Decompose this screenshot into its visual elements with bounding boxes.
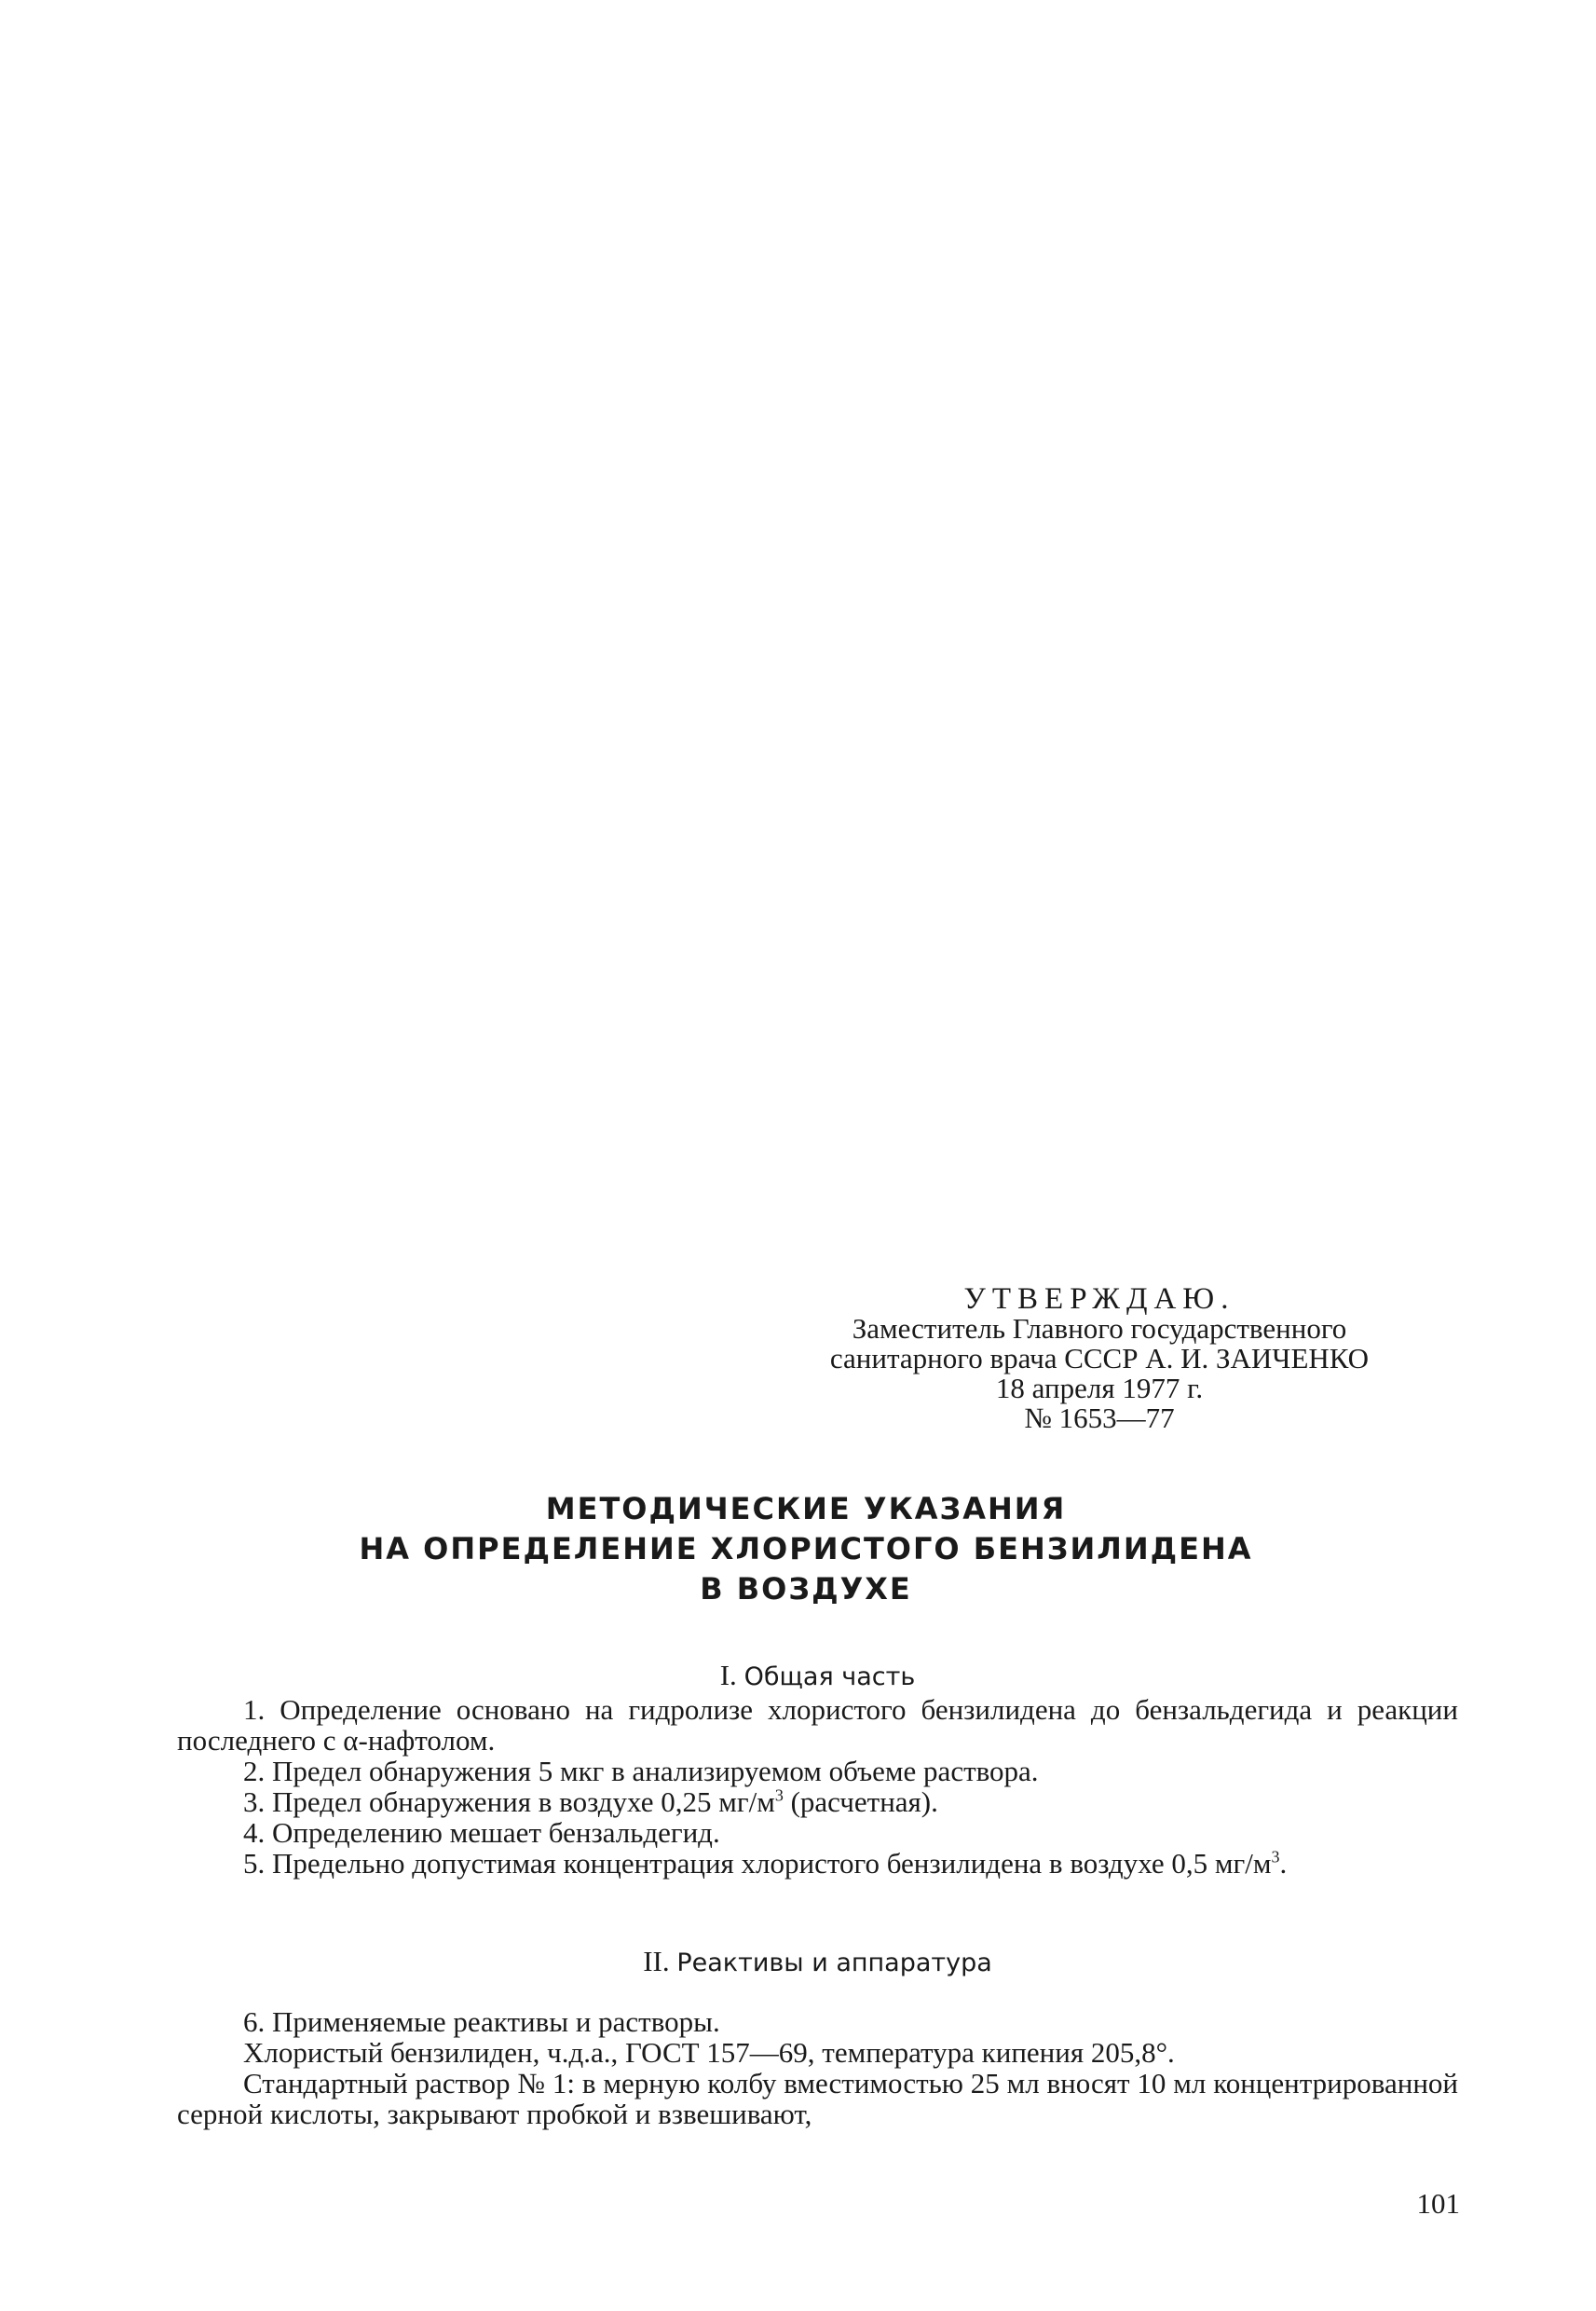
section-2-heading: [177, 1945, 1458, 1978]
paragraph-5-superscript: 3: [1271, 1847, 1280, 1867]
section-2-number: II.: [643, 1945, 670, 1977]
paragraph-5-tail: .: [1279, 1847, 1288, 1880]
section-1-body: [177, 1694, 1458, 1879]
approval-heading: УТВЕРЖДАЮ.: [963, 1282, 1235, 1316]
approval-number: № 1653—77: [1024, 1402, 1175, 1434]
section-2-body: [177, 2006, 1458, 2129]
paragraph-6: 6. Применяемые реактивы и растворы.: [243, 2005, 720, 2038]
paragraph-5-text: 5. Предельно допустимая концентрация хлористого бензилидена в воздухе 0,5 мг/м: [243, 1847, 1272, 1880]
page-number: 101: [1416, 2187, 1460, 2220]
paragraph-3: [177, 1786, 1458, 1817]
title-line-2: НА ОПРЕДЕЛЕНИЕ ХЛОРИСТОГО БЕНЗИЛИДЕНА: [359, 1531, 1253, 1566]
paragraph-3-text: 3. Предел обнаружения в воздухе 0,25 мг/м: [243, 1785, 775, 1818]
paragraph-3-tail: (расчетная).: [783, 1785, 938, 1818]
section-2-title: Реактивы и аппаратура: [676, 1949, 992, 1977]
paragraph-1: 1. Определение основано на гидролизе хлористого бензилидена до бензальдегида и реакции последнего с α-нафтолом.: [177, 1693, 1458, 1757]
section-1-title: Общая часть: [743, 1662, 916, 1691]
paragraph-8: Стандартный раствор № 1: в мерную колбу вместимостью 25 мл вносят 10 мл концентрированной серной кислоты, закрывают пробкой и взвешивают,: [177, 2067, 1458, 2130]
paragraph-5: [177, 1848, 1458, 1879]
paragraph-7: Хлористый бензилиден, ч.д.а., ГОСТ 157—69, температура кипения 205,8°.: [243, 2036, 1175, 2069]
approval-block: [745, 1284, 1453, 1433]
section-1-number: I.: [719, 1659, 737, 1691]
approval-date: 18 апреля 1977 г.: [995, 1372, 1204, 1404]
paragraph-2: 2. Предел обнаружения 5 мкг в анализируемом объеме раствора.: [243, 1755, 1039, 1787]
title-line-3: В ВОЗДУХЕ: [700, 1571, 912, 1607]
approval-line-signatory: санитарного врача СССР А. И. ЗАИЧЕНКО: [829, 1342, 1370, 1374]
paragraph-3-superscript: 3: [774, 1785, 784, 1805]
document-title: [280, 1489, 1332, 1609]
title-line-1: МЕТОДИЧЕСКИЕ УКАЗАНИЯ: [545, 1491, 1067, 1526]
approval-line-position: Заместитель Главного государственного: [852, 1312, 1347, 1345]
paragraph-4: 4. Определению мешает бензальдегид.: [243, 1816, 720, 1849]
section-1-heading: [177, 1659, 1458, 1692]
